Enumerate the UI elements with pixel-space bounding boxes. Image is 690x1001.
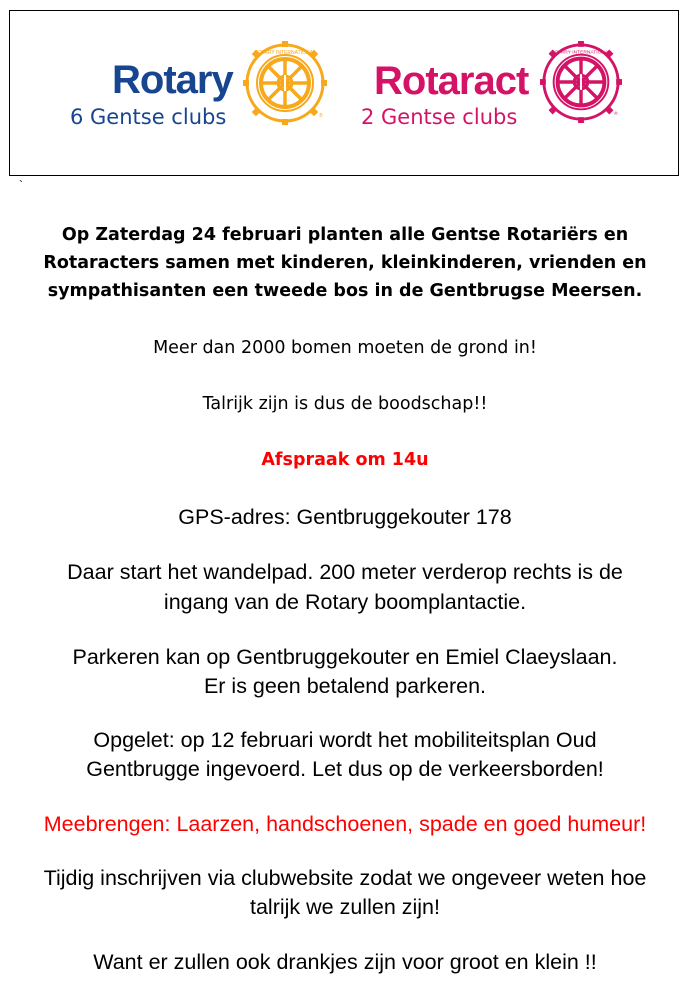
intro-line-1: Op Zaterdag 24 februari planten alle Gentse Rotariërs en (61, 225, 629, 245)
trees-text: Meer dan 2000 bomen moeten de grond in! (153, 338, 537, 358)
intro-line-2: Rotaracters samen met kinderen, kleinkinderen, vrienden en (43, 253, 647, 273)
logo-banner (9, 10, 679, 176)
bring-text: Meebrengen: Laarzen, handschoenen, spade en goed humeur! (43, 812, 647, 836)
rotary-wordmark: Rotary (112, 58, 233, 102)
rotaract-subtitle: 2 Gentse clubs (361, 105, 518, 129)
notice-line-1: Opgelet: op 12 februari wordt het mobiliteitsplan Oud (93, 728, 597, 752)
appointment-text: Afspraak om 14u (261, 450, 429, 470)
rotaract-wheel-text: ROTARY INTERNATIONAL (551, 50, 611, 56)
rotary-logo (68, 41, 333, 141)
register-line-1: Tijdig inschrijven via clubwebsite zodat we ongeveer weten hoe (43, 866, 647, 890)
parking-line-2: Er is geen betalend parkeren. (203, 674, 487, 698)
path-line-2: ingang van de Rotary boomplantactie. (163, 590, 527, 614)
svg-text:®: ® (319, 113, 323, 119)
svg-text:®: ® (614, 112, 618, 118)
register-line-2: talrijk we zullen zijn! (250, 895, 440, 919)
intro-line-3: sympathisanten een tweede bos in de Gentbrugse Meersen. (47, 281, 643, 301)
drinks-text: Want er zullen ook drankjes zijn voor groot en klein !! (93, 950, 597, 974)
rotaract-wheel-icon (540, 41, 622, 123)
stray-mark: ` (19, 178, 23, 192)
rotaract-logo (354, 37, 644, 141)
path-line-1: Daar start het wandelpad. 200 meter verderop rechts is de (67, 560, 623, 584)
rotary-wheel-text: ROTARY INTERNATIONAL (254, 50, 316, 56)
notice-line-2: Gentbrugge ingevoerd. Let dus op de verkeersborden! (86, 757, 604, 781)
rotary-subtitle: 6 Gentse clubs (70, 105, 227, 129)
rotary-wheel-icon (243, 41, 327, 125)
rotaract-wordmark: Rotaract (374, 59, 529, 103)
parking-line-1: Parkeren kan op Gentbruggekouter en Emiel Claeyslaan. (72, 645, 618, 669)
message-text: Talrijk zijn is dus de boodschap!! (202, 394, 488, 414)
gps-address: GPS-adres: Gentbruggekouter 178 (178, 505, 512, 529)
